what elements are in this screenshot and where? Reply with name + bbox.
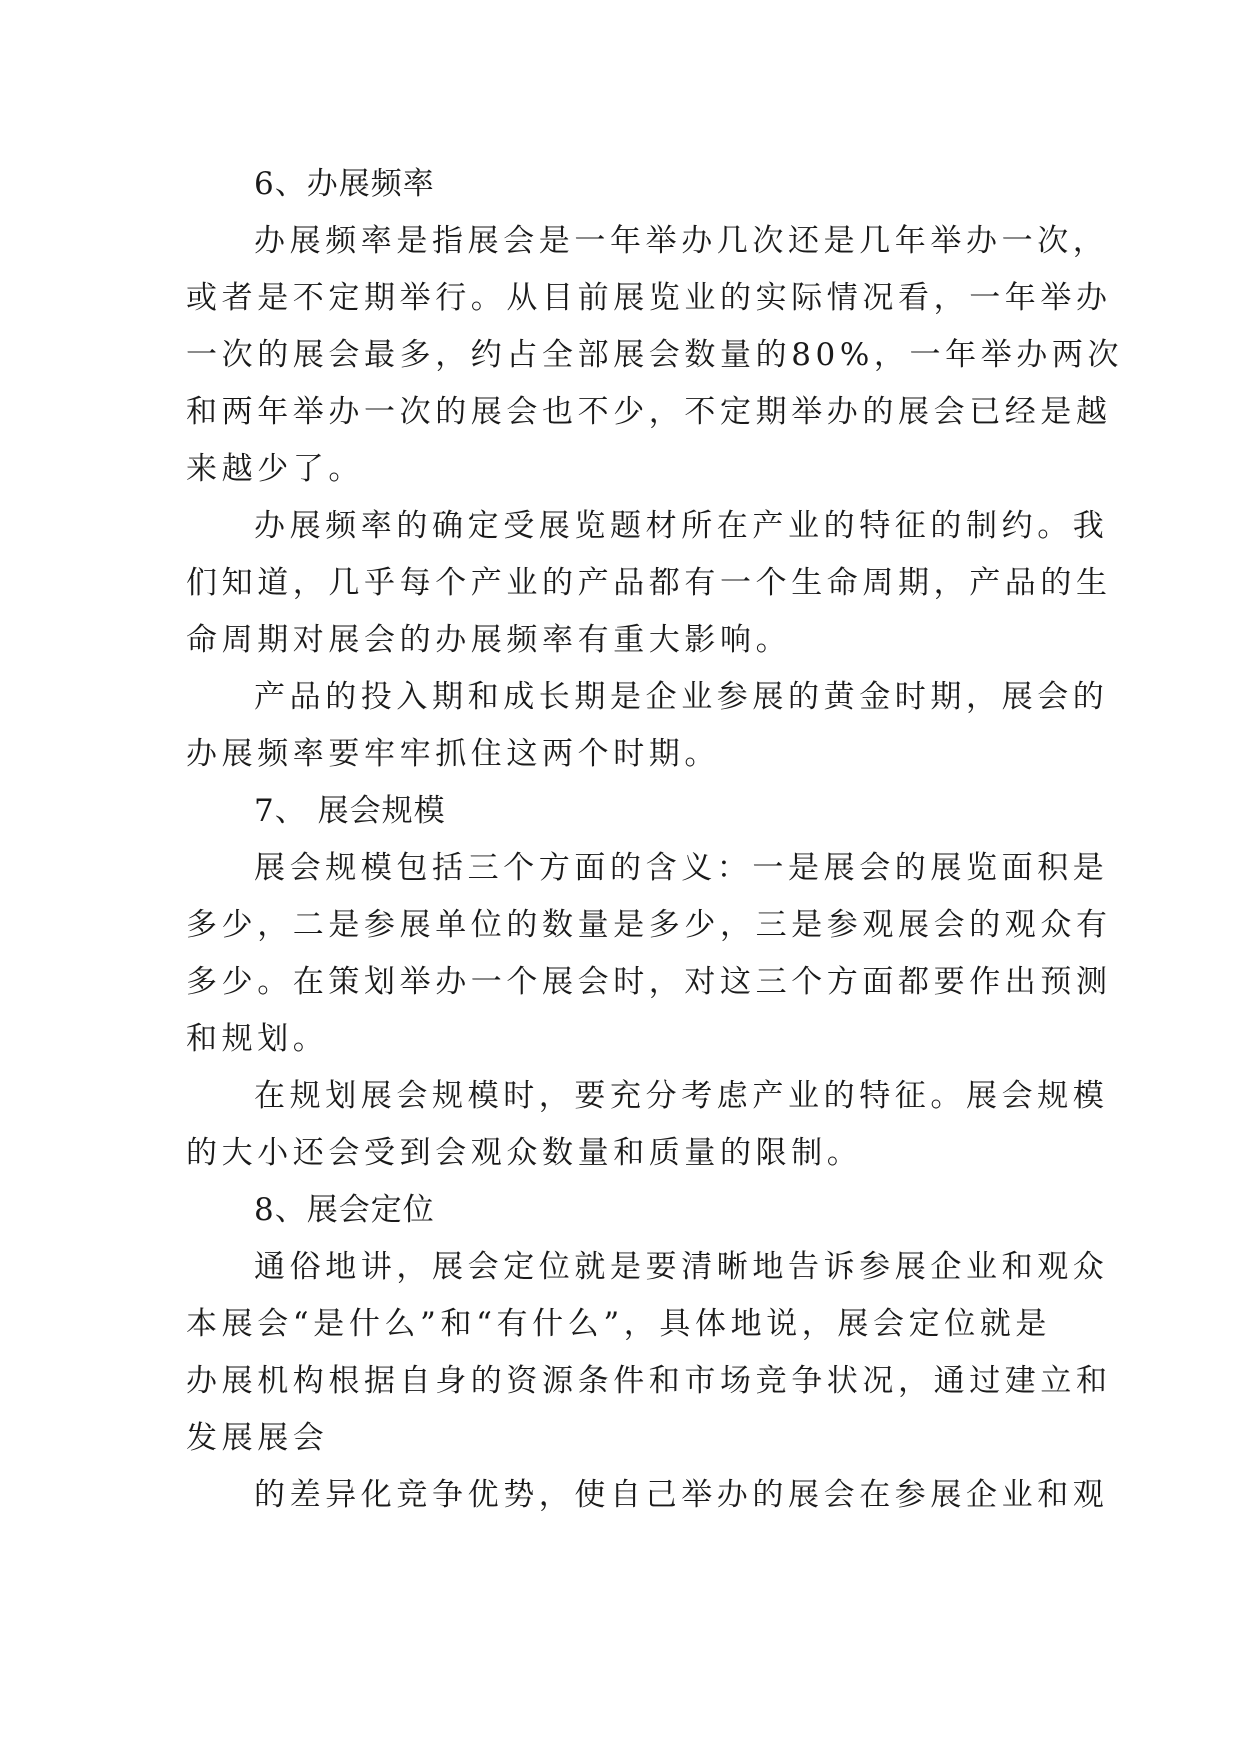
paragraph-line: 和规划。 (186, 1021, 329, 1057)
paragraph-line: 或者是不定期举行。从目前展览业的实际情况看，一年举办 (186, 280, 1112, 316)
paragraph-line: 多少，二是参展单位的数量是多少，三是参观展会的观众有 (186, 907, 1112, 943)
paragraph-line: 发展展会 (186, 1420, 329, 1456)
paragraph-line: 多少。在策划举办一个展会时，对这三个方面都要作出预测 (186, 964, 1112, 1000)
paragraph-line: 办展机构根据自身的资源条件和市场竞争状况，通过建立和 (186, 1363, 1112, 1399)
paragraph-line: 的大小还会受到会观众数量和质量的限制。 (186, 1135, 863, 1171)
paragraph-line: 产品的投入期和成长期是企业参展的黄金时期，展会的 (254, 679, 1109, 715)
section-heading-frequency: 6、办展频率 (254, 166, 435, 202)
paragraph-line: 展会规模包括三个方面的含义：一是展会的展览面积是 (254, 850, 1109, 886)
paragraph-line: 命周期对展会的办展频率有重大影响。 (186, 622, 792, 658)
paragraph-line: 们知道，几乎每个产业的产品都有一个生命周期，产品的生 (186, 565, 1112, 601)
section-heading-scale: 7、 展会规模 (254, 793, 446, 829)
paragraph-line: 在规划展会规模时，要充分考虑产业的特征。展会规模 (254, 1078, 1109, 1114)
paragraph-line: 一次的展会最多，约占全部展会数量的80%，一年举办两次 (186, 337, 1124, 373)
paragraph-line: 通俗地讲，展会定位就是要清晰地告诉参展企业和观众 (254, 1249, 1109, 1285)
paragraph-line: 和两年举办一次的展会也不少，不定期举办的展会已经是越 (186, 394, 1112, 430)
section-heading-positioning: 8、展会定位 (254, 1192, 435, 1228)
paragraph-line: 办展频率是指展会是一年举办几次还是几年举办一次， (254, 223, 1109, 259)
paragraph-line: 本展会“是什么”和“有什么”，具体地说，展会定位就是 (186, 1306, 1051, 1342)
paragraph-line: 的差异化竞争优势，使自己举办的展会在参展企业和观 (254, 1477, 1109, 1513)
paragraph-line: 来越少了。 (186, 451, 364, 487)
paragraph-line: 办展频率的确定受展览题材所在产业的特征的制约。我 (254, 508, 1109, 544)
paragraph-line: 办展频率要牢牢抓住这两个时期。 (186, 736, 720, 772)
